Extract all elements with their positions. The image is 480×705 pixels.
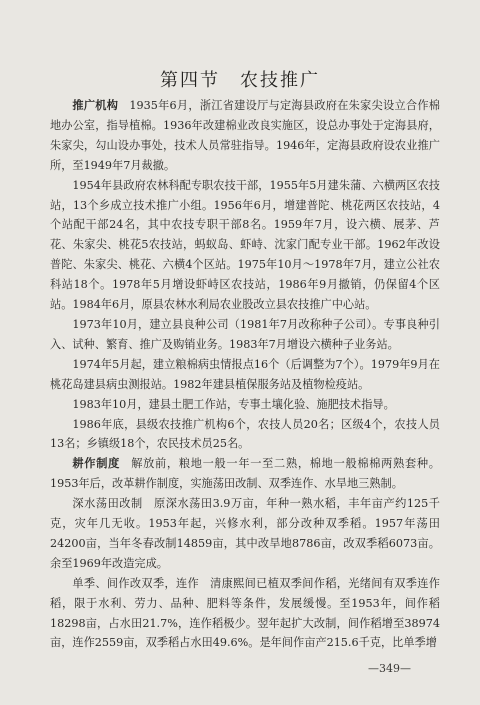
paragraph	[50, 96, 440, 176]
inline-heading-shenshui: 深水荡田改制	[72, 497, 143, 511]
paragraph-text: 1935年6月，浙江省建设厅与定海县政府在朱家尖设立合作棉地办公室，指导植棉。1936年改建棉业改良实施区，设总办事处于定海县府，朱家尖，勾山设办事处，技术人员常驻指导。1946年，定海县政府设农业推广所，至1949年7月裁撤。	[50, 99, 440, 172]
paragraph: 1986年底，县级农技推广机构6个，农技人员20名；区级4个，农技人员13名；乡镇级18个，农民技术员25名。	[50, 417, 440, 451]
paragraph	[50, 494, 440, 574]
page-number: —349—	[368, 662, 411, 675]
paragraph	[50, 574, 440, 654]
paragraph: 1974年5月起，建立粮棉病虫情报点16个（后调整为7个）。1979年9月在桃花岛建县病虫测报站。1982年建县植保服务站及植物检疫站。	[50, 357, 440, 391]
paragraph-text: 解放前，粮地一般一年一至二熟，棉地一般棉棉两熟套种。1953年后，改革耕作制度，实施荡田改制、双季连作、水旱地三熟制。	[50, 457, 440, 491]
paragraph-text: 清康熙间已植双季间作稻，光绪间有双季连作稻，限于水利、劳力、品种、肥料等条件，发展缓慢。至1953年，间作稻18298亩，占水田21.7%，连作稻极少。翌年起扩大改制，间作稻增至38974亩，连作2559亩，双季稻占水田49.6%。是年间作亩产215.6千克，比单季增	[50, 576, 440, 650]
section-title: 第四节 农技推广	[160, 70, 320, 91]
paragraph: 1954年县政府农林科配专职农技干部，1955年5月建朱蒲、六横两区农技站，13个乡成立技术推广小组。1956年6月，增建普陀、桃花两区农技站，4个站配干部24名，其中农技专职干部8名。1959年7月，设六横、展茅、芦花、朱家尖、桃花5农技站，蚂蚁岛、虾峙、沈家门配专业干部。1962年改设普陀、朱家尖、桃花、六横4个区站。1975年10月～1978年7月，建立公社农科站18个。1978年5月增设虾峙区农技站，1986年9月撤销，仍保留4个区站。1984年6月，原县农林水利局农业股改立县农技推广中心站。	[50, 178, 440, 312]
paragraph: 1973年10月，建立县良种公司（1981年7月改称种子公司）。专事良种引入、试种、繁育、推广及购销业务。1983年7月增设六横种子业务站。	[50, 317, 440, 351]
subheading-gengzuo-zhidu: 耕作制度	[72, 457, 121, 471]
paragraph	[50, 454, 440, 494]
subheading-tuiguang-jigou: 推广机构	[72, 99, 119, 112]
document-body	[50, 96, 440, 653]
inline-heading-danji: 单季、间作改双季，连作	[72, 576, 199, 590]
paragraph-text: 原深水荡田3.9万亩，年种一熟水稻，丰年亩产约125千克，灾年几无收。1953年起，兴修水利，部分改种双季稻。1957年荡田24200亩，当年冬春改制14859亩，其中改旱地8786亩，改双季稻6073亩。余至1969年改造完成。	[50, 497, 440, 570]
paragraph: 1983年10月，建县土肥工作站，专事土壤化验、施肥技术指导。	[72, 397, 395, 411]
